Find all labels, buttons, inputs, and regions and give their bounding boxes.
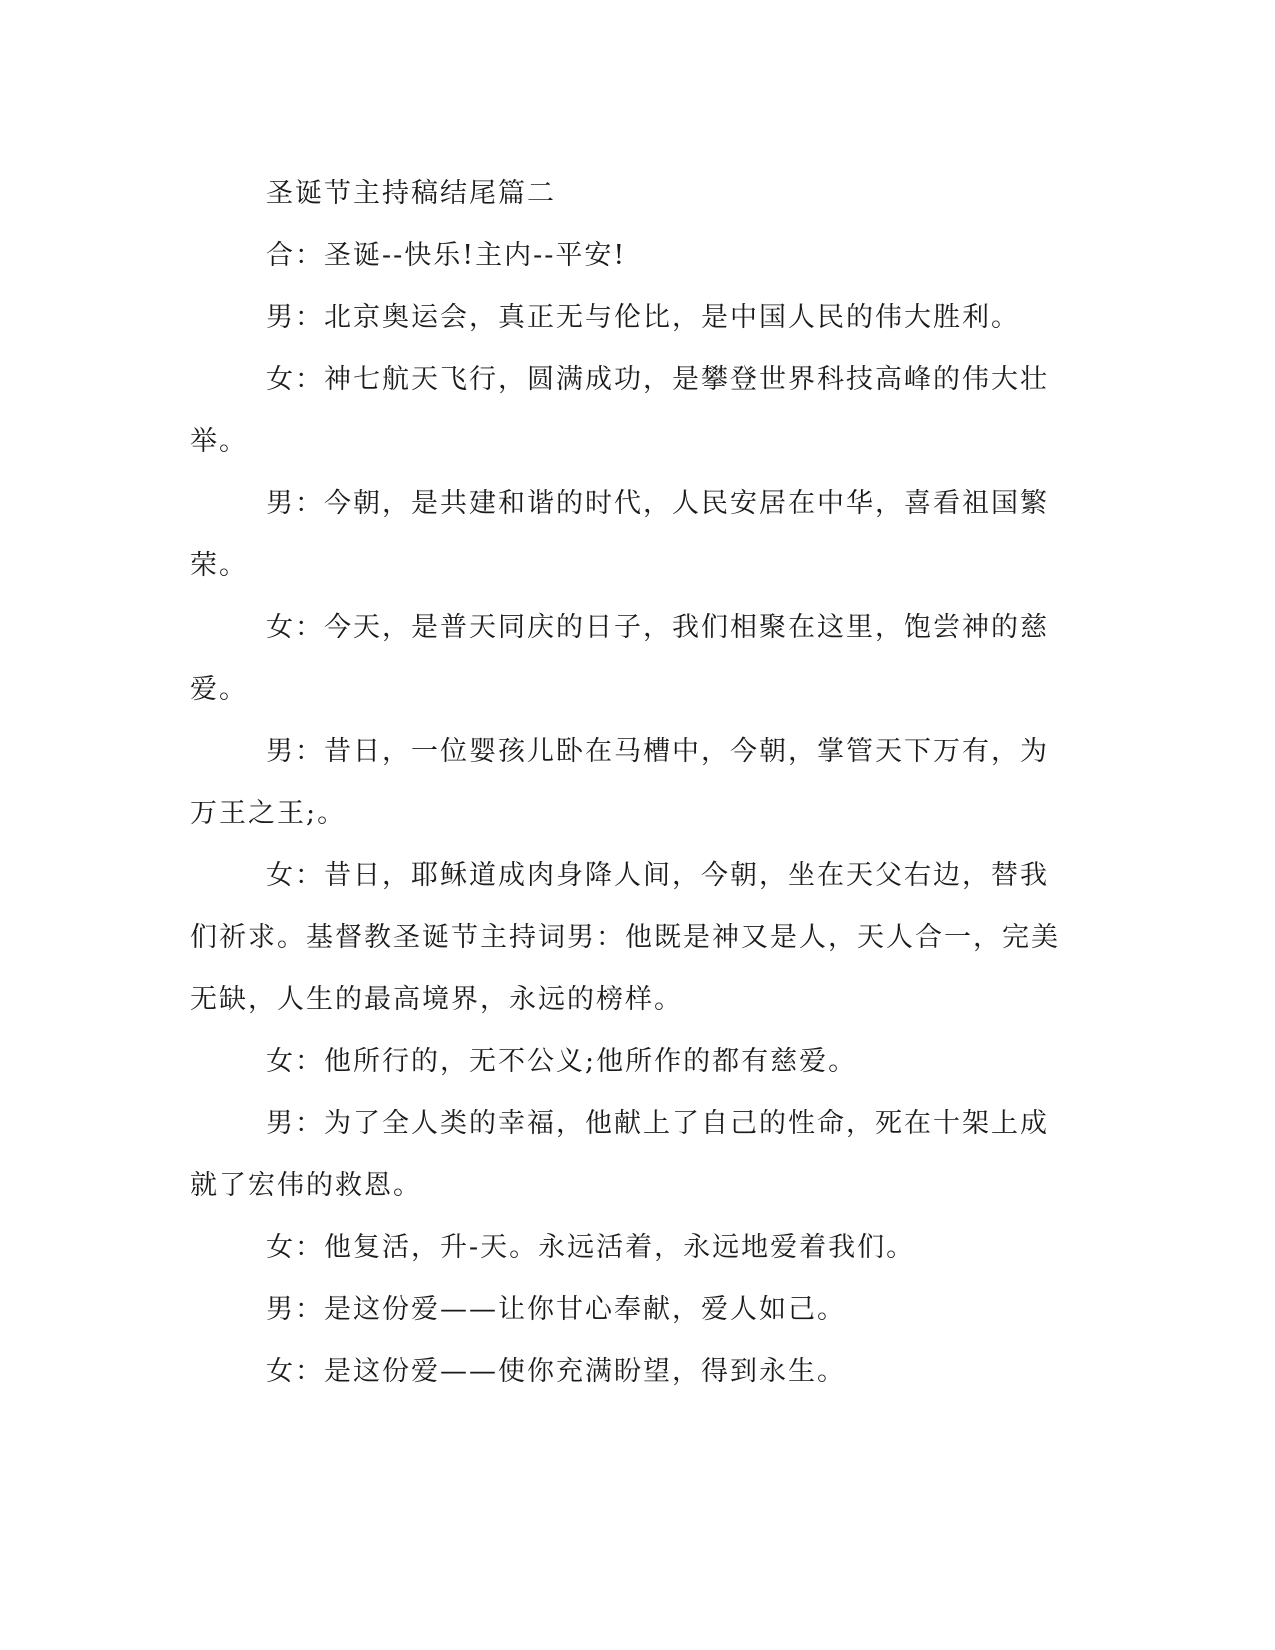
paragraph-7: 女：昔日，耶稣道成肉身降人间，今朝，坐在天父右边，替我们祈求。基督教圣诞节主持词男：他既是神又是人，天人合一，完美无缺，人生的最高境界，永远的榜样。 [190,860,1060,1015]
paragraph-5: 女：今天，是普天同庆的日子，我们相聚在这里，饱尝神的慈爱。 [190,612,1049,705]
paragraph-11: 男：是这份爱——让你甘心奉献，爱人如己。 [266,1294,846,1325]
paragraph-10: 女：他复活，升-天。永远活着，永远地爱着我们。 [266,1232,916,1263]
paragraph-4: 男：今朝，是共建和谐的时代，人民安居在中华，喜看祖国繁荣。 [190,488,1049,581]
paragraph-9: 男：为了全人类的幸福，他献上了自己的性命，死在十架上成就了宏伟的救恩。 [190,1108,1049,1201]
paragraph-2: 男：北京奥运会，真正无与伦比，是中国人民的伟大胜利。 [266,302,1020,333]
document-body [190,163,1070,1403]
paragraph-8: 女：他所行的，无不公义;他所作的都有慈爱。 [266,1046,858,1077]
document-title: 圣诞节主持稿结尾篇二 [266,178,556,209]
paragraph-6: 男：昔日，一位婴孩儿卧在马槽中，今朝，掌管天下万有，为万王之王;。 [190,736,1049,829]
paragraph-3: 女：神七航天飞行，圆满成功，是攀登世界科技高峰的伟大壮举。 [190,364,1049,457]
paragraph-1: 合：圣诞--快乐!主内--平安! [266,240,627,271]
paragraph-12: 女：是这份爱——使你充满盼望，得到永生。 [266,1356,846,1387]
